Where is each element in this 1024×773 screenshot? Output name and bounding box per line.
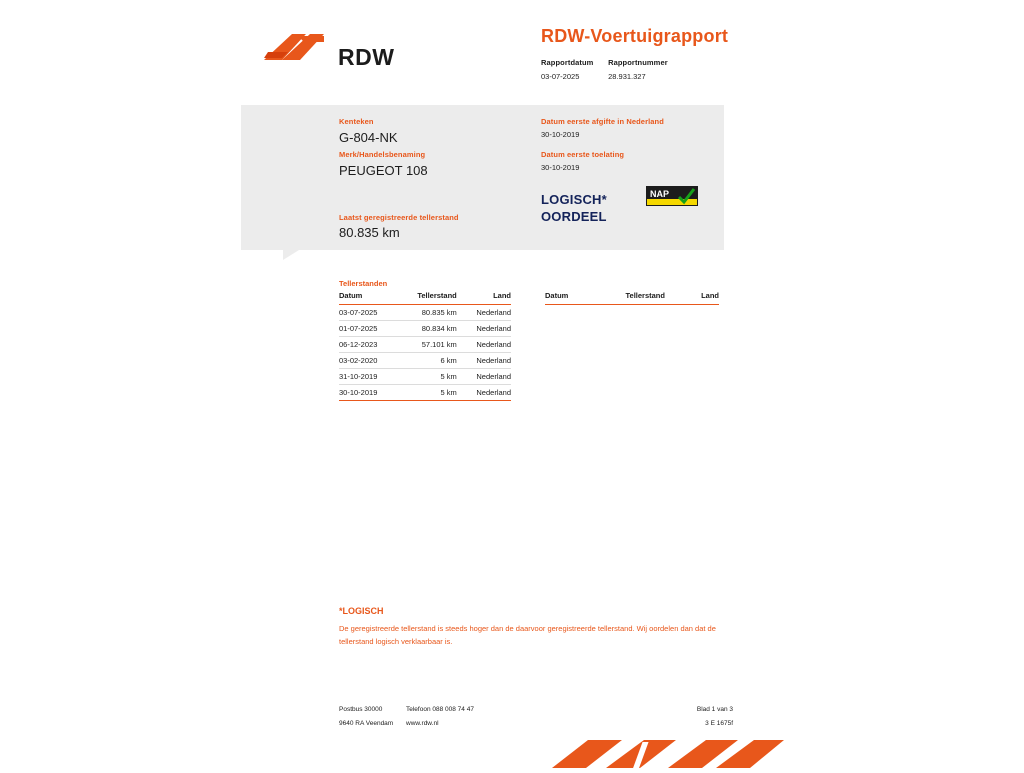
table-header-row <box>545 291 719 305</box>
verdict-line-1: LOGISCH* <box>541 192 607 207</box>
cell-country: Nederland <box>465 369 511 385</box>
verdict-block <box>541 191 607 225</box>
cell-mileage: 5 km <box>401 369 465 385</box>
nap-check-badge-icon <box>646 186 698 206</box>
cell-date: 31-10-2019 <box>339 369 401 385</box>
footer-address-block <box>339 703 409 731</box>
column-header-mileage: Tellerstand <box>608 291 673 305</box>
mileage-table <box>339 291 511 401</box>
cell-mileage: 6 km <box>401 353 465 369</box>
brand-label: Merk/Handelsbenaming <box>339 150 426 159</box>
footer-code: 3 E 1675f <box>705 720 733 727</box>
cell-mileage: 80.834 km <box>401 321 465 337</box>
mileage-table-continuation <box>545 291 719 305</box>
mileage-table-title: Tellerstanden <box>339 279 388 288</box>
rdw-footer-arrow-icon <box>548 738 784 768</box>
cell-date: 03-02-2020 <box>339 353 401 369</box>
table-row <box>339 321 511 337</box>
note-star: * <box>339 606 343 616</box>
report-date-label: Rapportdatum <box>541 58 594 67</box>
report-meta <box>541 58 841 81</box>
table-row <box>339 385 511 401</box>
vehicle-summary-panel <box>241 105 724 250</box>
report-date-value: 03-07-2025 <box>541 72 580 81</box>
cell-date: 30-10-2019 <box>339 385 401 401</box>
license-plate-value: G-804-NK <box>339 130 398 145</box>
table-row <box>339 337 511 353</box>
footer-page-number: Blad 1 van 3 <box>696 706 733 713</box>
table-row <box>339 353 511 369</box>
column-header-country: Land <box>465 291 511 305</box>
note-body: De geregistreerde tellerstand is steeds hoger dan de daarvoor geregistreerde tellerstand. Wij oordelen dan dat de tellerstand logisch verklaarbaar is. <box>339 624 716 646</box>
first-admission-value: 30-10-2019 <box>541 163 580 172</box>
column-header-date: Datum <box>545 291 608 305</box>
cell-date: 01-07-2025 <box>339 321 401 337</box>
cell-mileage: 57.101 km <box>401 337 465 353</box>
footer-page-block <box>600 703 733 731</box>
svg-text:NAP: NAP <box>650 189 670 199</box>
rdw-arrow-logo-icon <box>262 30 330 64</box>
verdict-line-2: OORDEEL <box>541 209 607 224</box>
table-header-row <box>339 291 511 305</box>
cell-date: 03-07-2025 <box>339 305 401 321</box>
footer-po-box: Postbus 30000 <box>339 706 383 713</box>
first-admission-label: Datum eerste toelating <box>541 150 625 159</box>
cell-mileage: 5 km <box>401 385 465 401</box>
footer-website[interactable]: www.rdw.nl <box>406 720 439 727</box>
footer-contact-block <box>406 703 526 731</box>
column-header-country: Land <box>673 291 719 305</box>
report-date-block <box>541 58 606 81</box>
cell-date: 06-12-2023 <box>339 337 401 353</box>
table-row <box>339 369 511 385</box>
first-issue-value: 30-10-2019 <box>541 130 580 139</box>
cell-country: Nederland <box>465 353 511 369</box>
last-mileage-value: 80.835 km <box>339 225 400 240</box>
rdw-logo-text: RDW <box>338 44 395 70</box>
panel-notch <box>283 250 299 260</box>
last-mileage-label: Laatst geregistreerde tellerstand <box>339 213 459 222</box>
cell-mileage: 80.835 km <box>401 305 465 321</box>
cell-country: Nederland <box>465 321 511 337</box>
footer-phone: Telefoon 088 008 74 47 <box>406 706 474 713</box>
column-header-date: Datum <box>339 291 401 305</box>
cell-country: Nederland <box>465 337 511 353</box>
column-header-mileage: Tellerstand <box>401 291 465 305</box>
report-number-label: Rapportnummer <box>608 58 668 67</box>
table-row <box>339 305 511 321</box>
note-title-text: LOGISCH <box>342 606 384 616</box>
report-number-block <box>608 58 668 81</box>
rdw-logo-block <box>262 22 522 78</box>
brand-value: PEUGEOT 108 <box>339 163 428 178</box>
footer-city: 9640 RA Veendam <box>339 720 394 727</box>
report-number-value: 28.931.327 <box>608 72 646 81</box>
page-title: RDW-Voertuigrapport <box>541 26 729 46</box>
cell-country: Nederland <box>465 305 511 321</box>
first-issue-label: Datum eerste afgifte in Nederland <box>541 117 664 126</box>
cell-country: Nederland <box>465 385 511 401</box>
license-plate-label: Kenteken <box>339 117 374 126</box>
note-title <box>339 606 384 616</box>
